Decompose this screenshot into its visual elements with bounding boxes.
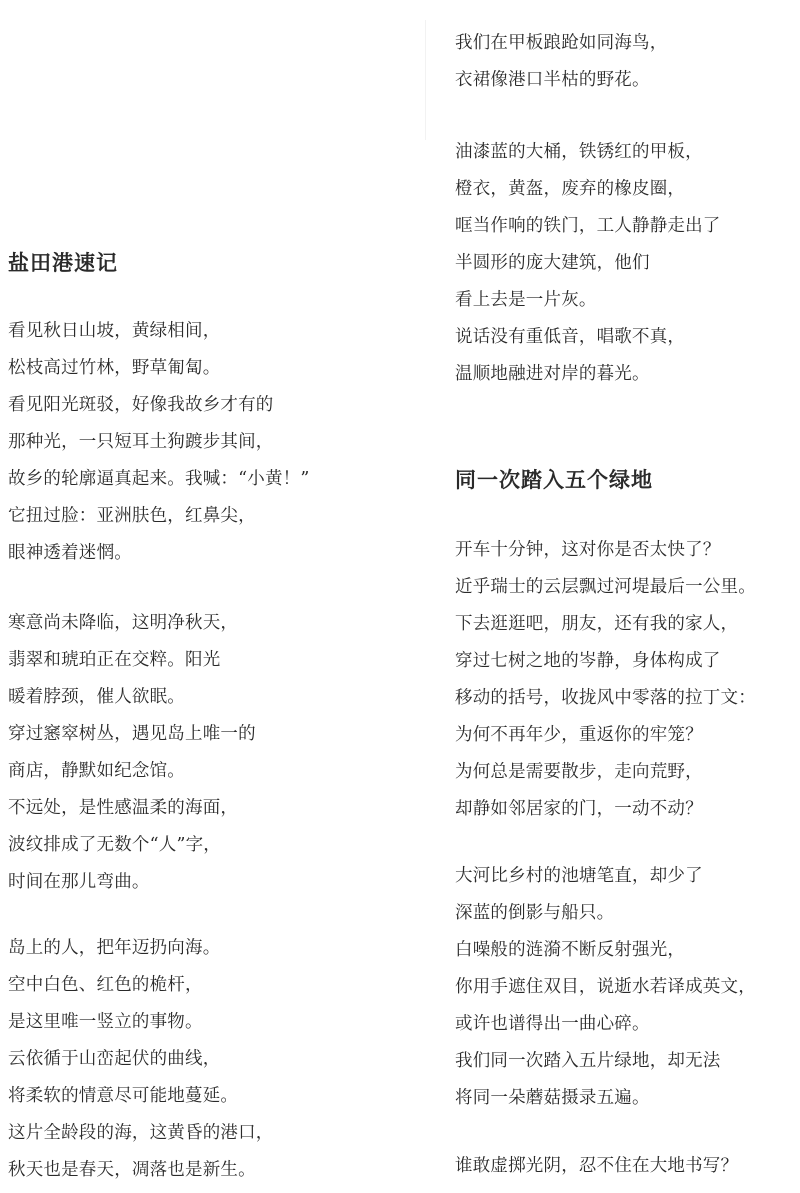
poem-line: 岛上的人，把年迈扔向海。 bbox=[8, 938, 221, 958]
poem-line: 白噪般的涟漪不断反射强光， bbox=[455, 940, 686, 960]
poem-line: 移动的括号，收拢风中零落的拉丁文： bbox=[455, 688, 756, 708]
poem-line: 商店，静默如纪念馆。 bbox=[8, 761, 185, 781]
stanza-yantian-2 bbox=[8, 605, 256, 901]
poem-line: 时间在那儿弯曲。 bbox=[8, 872, 150, 892]
stanza-yantian-5 bbox=[455, 134, 721, 393]
poem-line: 看上去是一片灰。 bbox=[455, 290, 597, 310]
poem-line: 大河比乡村的池塘笔直，却少了 bbox=[455, 866, 703, 886]
poem-line: 哐当作响的铁门，工人静静走出了 bbox=[455, 216, 721, 236]
poem-line: 你用手遮住双目，说逝水若译成英文， bbox=[455, 977, 756, 997]
poem-line: 看见阳光斑驳，好像我故乡才有的 bbox=[8, 395, 274, 415]
poem-line: 谁敢虚掷光阴，忍不住在大地书写？ bbox=[455, 1156, 739, 1176]
poem-line: 云依循于山峦起伏的曲线， bbox=[8, 1049, 221, 1069]
poem-line: 暖着脖颈，催人欲眠。 bbox=[8, 687, 185, 707]
poem-line: 将同一朵蘑菇摄录五遍。 bbox=[455, 1088, 650, 1108]
stanza-greenland-2 bbox=[455, 858, 756, 1117]
poem-line: 说话没有重低音，唱歌不真， bbox=[455, 327, 686, 347]
stanza-yantian-1 bbox=[8, 313, 310, 572]
poem-line: 不远处，是性感温柔的海面， bbox=[8, 798, 239, 818]
poem-line: 深蓝的倒影与船只。 bbox=[455, 903, 615, 923]
stanza-yantian-4 bbox=[455, 25, 667, 99]
poem-line: 波纹排成了无数个“人”字， bbox=[8, 835, 221, 855]
stanza-greenland-3 bbox=[455, 1148, 738, 1185]
poem-line: 翡翠和琥珀正在交粹。阳光 bbox=[8, 650, 221, 670]
poem-line: 温顺地融进对岸的暮光。 bbox=[455, 364, 650, 384]
poem-line: 为何不再年少，重返你的牢笼？ bbox=[455, 725, 703, 745]
poem-line: 眼神透着迷惘。 bbox=[8, 543, 132, 563]
stanza-greenland-1 bbox=[455, 532, 756, 828]
column-divider bbox=[425, 20, 426, 140]
poem-line: 那种光，一只短耳土狗踱步其间， bbox=[8, 432, 274, 452]
poem-line: 看见秋日山坡，黄绿相间， bbox=[8, 321, 221, 341]
poem-line: 近乎瑞士的云层飘过河堤最后一公里。 bbox=[455, 577, 756, 597]
poem-line: 空中白色、红色的桅杆， bbox=[8, 975, 203, 995]
poem-line: 将柔软的情意尽可能地蔓延。 bbox=[8, 1086, 239, 1106]
poem-line: 它扭过脸：亚洲肤色，红鼻尖， bbox=[8, 506, 256, 526]
poem-line: 油漆蓝的大桶，铁锈红的甲板， bbox=[455, 142, 703, 162]
poem-line: 半圆形的庞大建筑，他们 bbox=[455, 253, 650, 273]
stanza-yantian-3 bbox=[8, 930, 274, 1189]
poem-line: 秋天也是春天，凋落也是新生。 bbox=[8, 1160, 256, 1180]
poem-line: 却静如邻居家的门，一动不动？ bbox=[455, 799, 703, 819]
poem-line: 穿过窸窣树丛，遇见岛上唯一的 bbox=[8, 724, 256, 744]
poem-title-yantian: 盐田港速记 bbox=[8, 250, 118, 275]
poem-line: 我们在甲板踉跄如同海鸟， bbox=[455, 33, 668, 53]
poem-line: 衣裙像港口半枯的野花。 bbox=[455, 70, 650, 90]
poem-line: 松枝高过竹林，野草匍匐。 bbox=[8, 358, 221, 378]
poem-line: 这片全龄段的海，这黄昏的港口， bbox=[8, 1123, 274, 1143]
poem-title-greenland: 同一次踏入五个绿地 bbox=[455, 467, 653, 492]
poem-line: 我们同一次踏入五片绿地，却无法 bbox=[455, 1051, 721, 1071]
poem-line: 或许也谱得出一曲心碎。 bbox=[455, 1014, 650, 1034]
poem-line: 故乡的轮廓逼真起来。我喊：“小黄！” bbox=[8, 469, 310, 489]
poem-line: 开车十分钟，这对你是否太快了？ bbox=[455, 540, 721, 560]
poem-line: 寒意尚未降临，这明净秋天， bbox=[8, 613, 239, 633]
poem-line: 下去逛逛吧，朋友，还有我的家人， bbox=[455, 614, 739, 634]
poem-line: 是这里唯一竖立的事物。 bbox=[8, 1012, 203, 1032]
poem-line: 穿过七树之地的岑静，身体构成了 bbox=[455, 651, 721, 671]
poem-line: 橙衣，黄盔，废弃的橡皮圈， bbox=[455, 179, 686, 199]
poem-line: 为何总是需要散步，走向荒野， bbox=[455, 762, 703, 782]
